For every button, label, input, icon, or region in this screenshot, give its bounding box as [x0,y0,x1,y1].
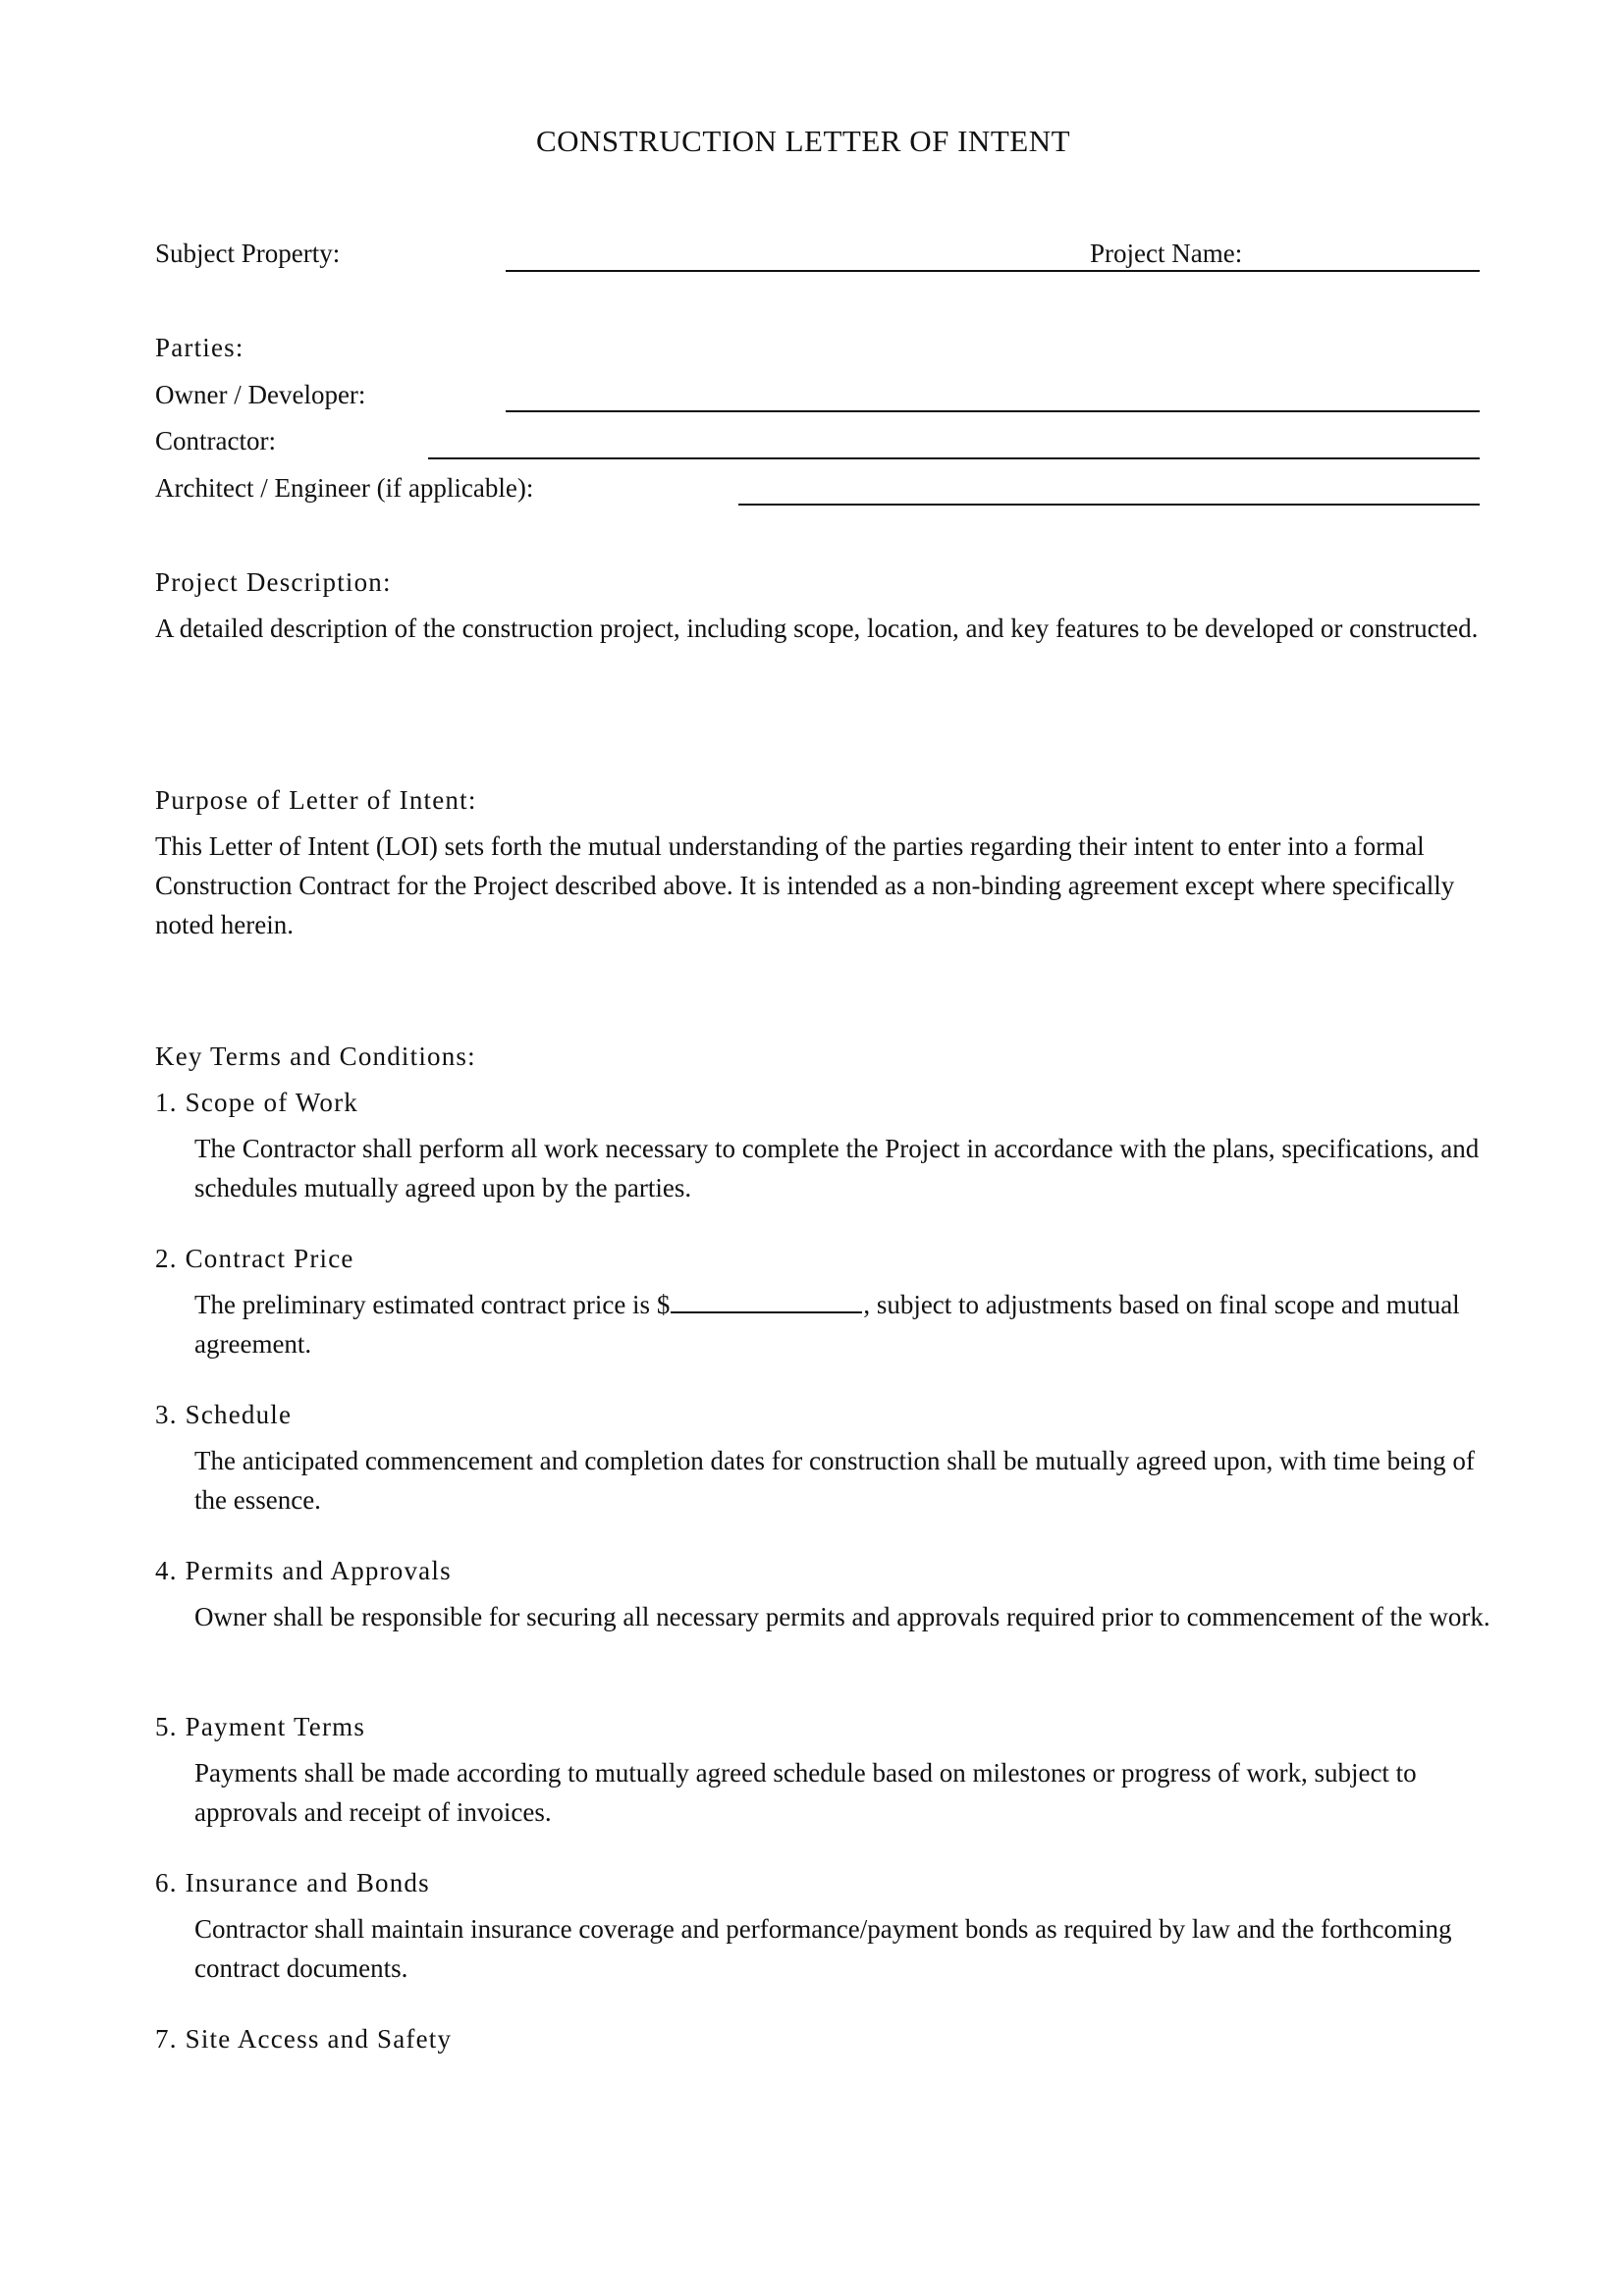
project-description-heading: Project Description: [155,567,392,597]
project-name-label: Project Name: [1090,239,1243,268]
subject-property-field[interactable] [506,270,1480,272]
architect-engineer-field[interactable] [738,504,1480,506]
term-1-title: 1. Scope of Work [155,1088,359,1117]
term-1-body: The Contractor shall perform all work necessary to complete the Project in accordance with the plans, specifications, and schedules mutually agreed upon by the parties. [194,1134,1480,1202]
term-2-body-prefix: The preliminary estimated contract price is $ [194,1290,671,1319]
term-5-body: Payments shall be made according to mutually agreed schedule based on milestones or progress of work, subject to approvals and receipt of invoices. [194,1758,1417,1827]
term-3-title: 3. Schedule [155,1400,293,1429]
term-2-body [194,1285,1490,1363]
owner-developer-label: Owner / Developer: [155,380,366,409]
term-4-title: 4. Permits and Approvals [155,1556,452,1585]
term-2-body-suffix: , subject to adjustments based on final scope and mutual agreement. [194,1290,1460,1359]
term-6-title: 6. Insurance and Bonds [155,1868,430,1897]
key-terms-heading: Key Terms and Conditions: [155,1041,476,1071]
term-7-title: 7. Site Access and Safety [155,2024,453,2054]
term-5-title: 5. Payment Terms [155,1712,366,1741]
contract-price-blank[interactable] [671,1310,862,1313]
term-4-body: Owner shall be responsible for securing all necessary permits and approvals required prior to commencement of the work. [194,1602,1490,1631]
document-title: CONSTRUCTION LETTER OF INTENT [535,124,1071,158]
architect-engineer-label: Architect / Engineer (if applicable): [155,473,534,503]
owner-developer-field[interactable] [506,410,1480,412]
project-description-body: A detailed description of the construction project, including scope, location, and key features to be developed or constructed. [155,614,1479,643]
contractor-field[interactable] [428,457,1480,459]
subject-property-label: Subject Property: [155,239,341,268]
purpose-heading: Purpose of Letter of Intent: [155,785,477,815]
purpose-body: This Letter of Intent (LOI) sets forth the mutual understanding of the parties regarding their intent to enter into a formal Construction Contract for the Project described above. It is intended as a non-binding agreement except where specifically noted herein. [155,831,1455,939]
contractor-label: Contractor: [155,426,276,455]
parties-heading: Parties: [155,333,244,362]
term-6-body: Contractor shall maintain insurance coverage and performance/payment bonds as required by law and the forthcoming contract documents. [194,1914,1452,1983]
term-2-title: 2. Contract Price [155,1244,354,1273]
term-3-body: The anticipated commencement and completion dates for construction shall be mutually agreed upon, with time being of the essence. [194,1446,1475,1515]
